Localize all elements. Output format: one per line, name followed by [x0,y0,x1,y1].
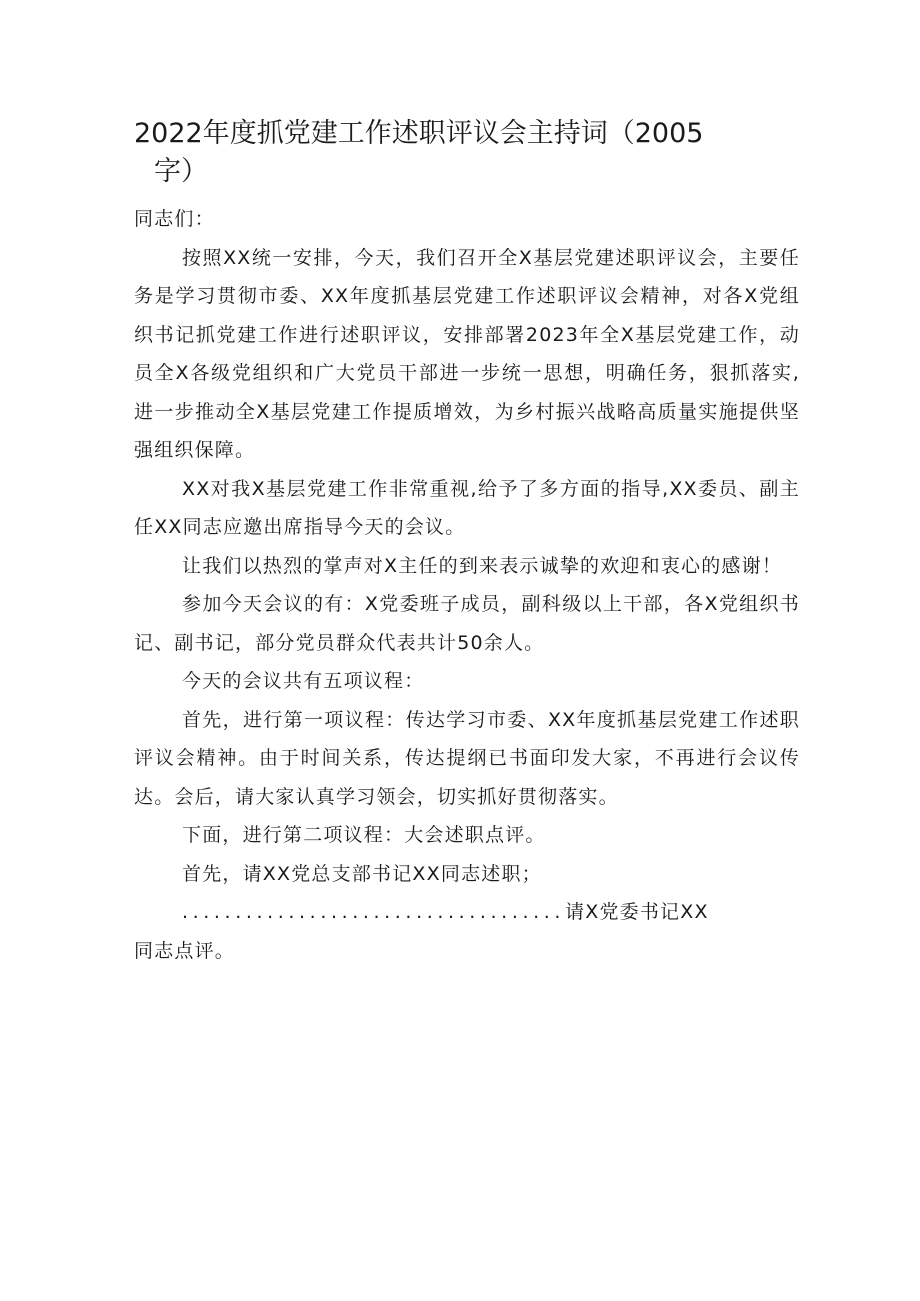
paragraph-6: 首先，进行第一项议程：传达学习市委、XX年度抓基层党建工作述职评议会精神。由于时间关系，传达提纲已书面印发大家，不再进行会议传达。会后，请大家认真学习领会，切实抓好贯彻落实。 [134,708,800,808]
paragraph-1: 按照XX统一安排，今天，我们召开全X基层党建述职评议会，主要任务是学习贯彻市委、XX年度抓基层党建工作述职评议会精神，对各X党组织书记抓党建工作进行述职评议，安排部署2023年全X基层党建工作，动员全X各级党组织和广大党员干部进一步统一思想，明确任务，狠抓落实,进一步推动全X基层党建工作提质增效，为乡村振兴战略高质量实施提供坚强组织保障。 [134,246,800,461]
dotted-leader-line [134,893,800,932]
paragraph-2: XX对我X基层党建工作非常重视,给予了多方面的指导,XX委员、副主任XX同志应邀出席指导今天的会议。 [134,477,800,538]
paragraph-7: 下面，进行第二项议程：大会述职点评。 [182,824,546,846]
closing-line: 同志点评。 [134,939,236,962]
paragraph-4: 参加今天会议的有：X党委班子成员，副科级以上干部，各X党组织书记、副书记，部分党员群众代表共计50余人。 [134,593,800,654]
dotted-leader: .................................... [182,901,566,923]
title-line-1: 2022年度抓党建工作述职评议会主持词（2005 [134,118,704,149]
dotted-leader-tail: 请X党委书记XX [565,901,709,923]
salutation: 同志们： [134,208,215,230]
paragraph-3: 让我们以热烈的掌声对X主任的到来表示诚挚的欢迎和衷心的感谢！ [182,554,783,577]
document-body [134,200,800,970]
paragraph-8: 首先，请XX党总支部书记XX同志述职； [182,862,542,885]
document-title [134,115,804,191]
paragraph-5: 今天的会议共有五项议程： [182,670,425,692]
title-line-2: 字） [154,156,208,187]
